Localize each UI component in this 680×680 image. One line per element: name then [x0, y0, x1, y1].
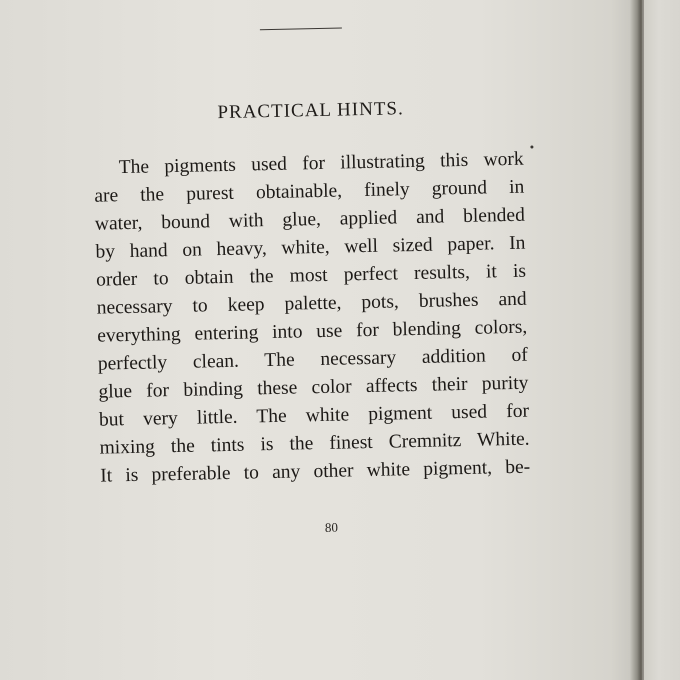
text-line: everything entering into use for blending colors, — [97, 316, 528, 347]
ink-speck — [530, 145, 533, 148]
text-line: but very little. The white pigment used for — [98, 400, 530, 431]
top-rule — [260, 27, 342, 30]
text-line: It is preferable to any other white pigment, be- — [100, 456, 531, 487]
text-line: are the purest obtainable, finely ground in — [94, 176, 525, 207]
text-line: perfectly clean. The necessary addition of — [97, 344, 529, 375]
text-line: glue for binding these color affects their purity — [98, 372, 529, 403]
text-line: necessary to keep palette, pots, brushes and — [96, 288, 527, 319]
text-line: water, bound with glue, applied and blended — [94, 204, 526, 235]
section-heading: PRACTICAL HINTS. — [217, 98, 404, 124]
text-line: by hand on heavy, white, well sized paper. In — [95, 232, 526, 263]
text-line: The pigments used for illustrating this work — [118, 148, 524, 179]
text-line: mixing the tints is the finest Cremnitz White. — [99, 428, 530, 459]
text-line: order to obtain the most perfect results, it is — [95, 260, 527, 291]
page-number: 80 — [324, 519, 338, 535]
